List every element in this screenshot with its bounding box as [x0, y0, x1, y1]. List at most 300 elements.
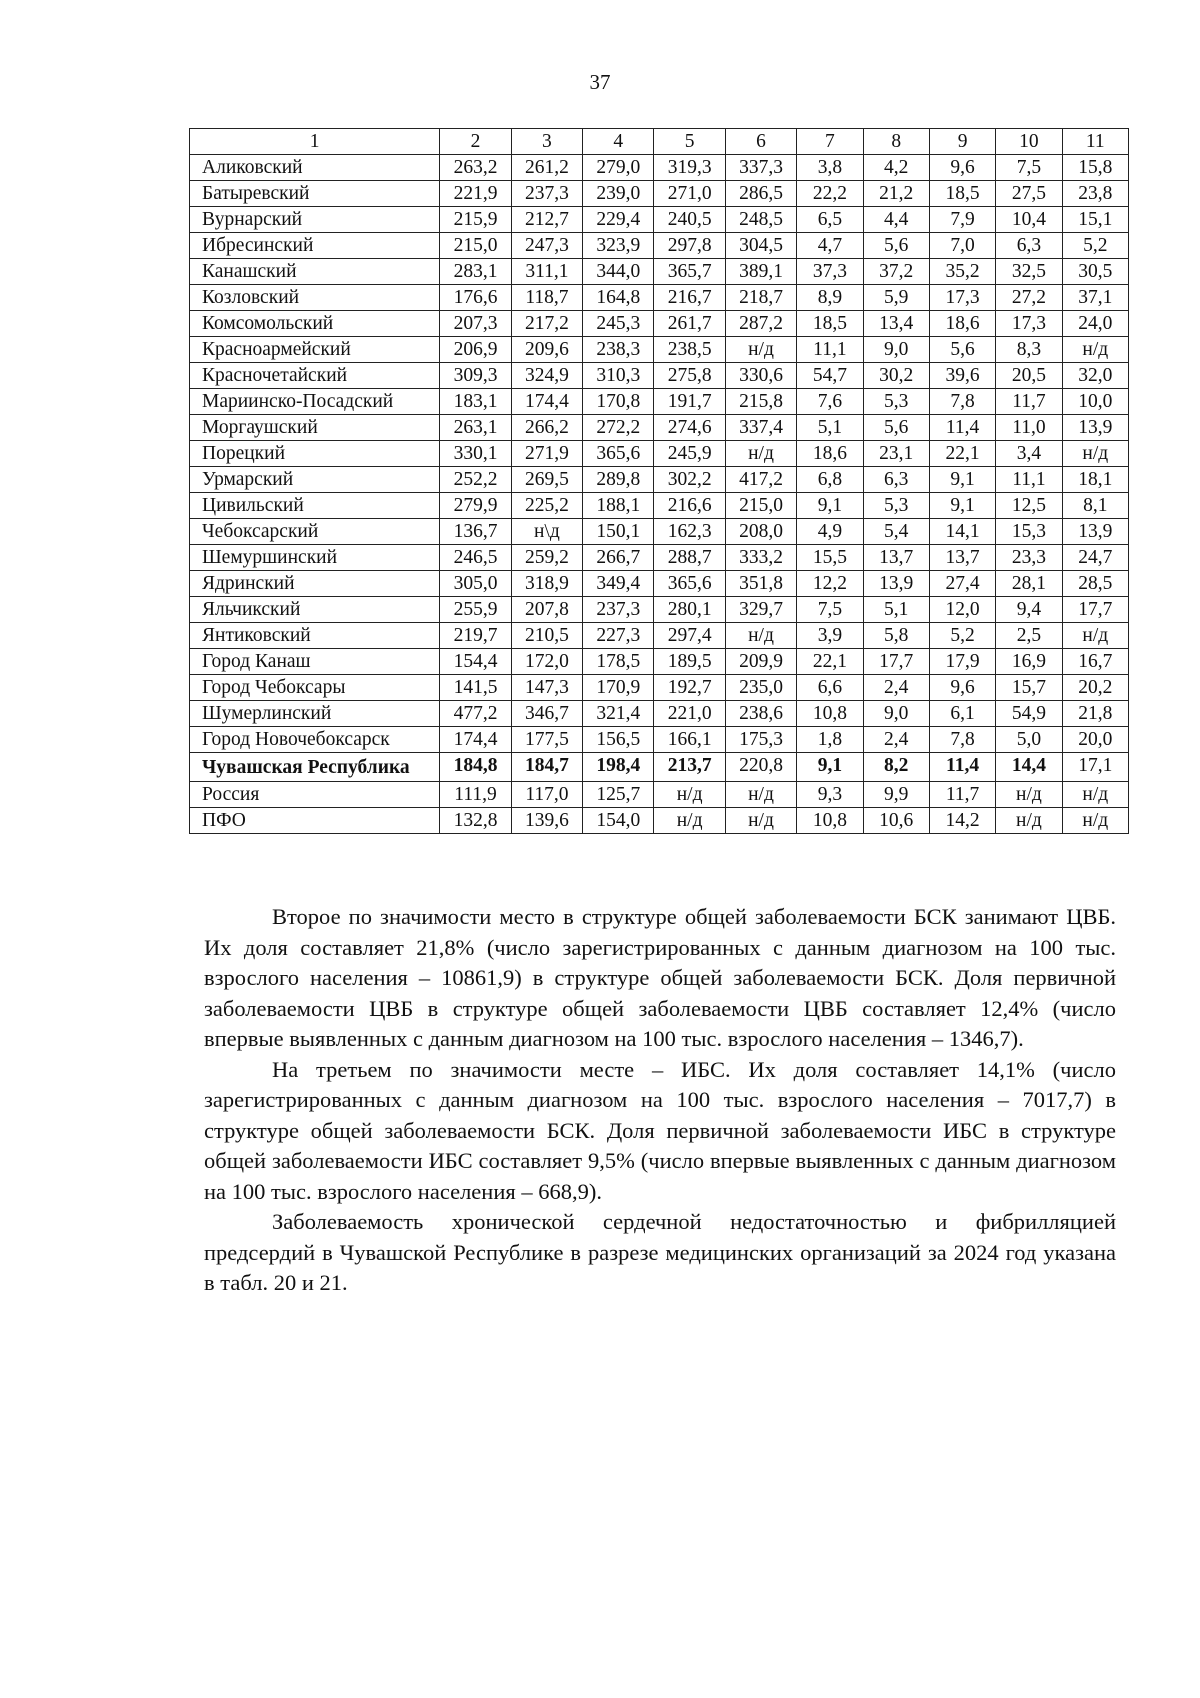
table-cell: 30,5 — [1062, 259, 1128, 285]
table-cell: 9,6 — [929, 155, 995, 181]
column-header: 11 — [1062, 129, 1128, 155]
paragraph: Заболеваемость хронической сердечной недостаточностью и фибрилляцией предсердий в Чувашской Республике в разрезе медицинских организаций за 2024 год указана в табл. 20 и 21. — [204, 1209, 1116, 1295]
table-cell: 37,3 — [797, 259, 863, 285]
table-cell: н/д — [725, 782, 796, 808]
table-cell: 5,3 — [863, 493, 929, 519]
row-name: Аликовский — [190, 155, 440, 181]
table-cell: 263,1 — [440, 415, 511, 441]
table-cell: 216,7 — [654, 285, 725, 311]
table-cell: 286,5 — [725, 181, 796, 207]
table-cell: 20,0 — [1062, 727, 1128, 753]
table-cell: 279,0 — [583, 155, 654, 181]
table-cell: 13,9 — [1062, 415, 1128, 441]
table-cell: 177,5 — [511, 727, 582, 753]
table-cell: 9,1 — [929, 493, 995, 519]
table-row — [190, 571, 1129, 597]
table-cell: 272,2 — [583, 415, 654, 441]
table-cell: 305,0 — [440, 571, 511, 597]
table-cell: 208,0 — [725, 519, 796, 545]
table-cell: 245,9 — [654, 441, 725, 467]
table-cell: 37,1 — [1062, 285, 1128, 311]
table-cell: 22,2 — [797, 181, 863, 207]
table-cell: 351,8 — [725, 571, 796, 597]
table-cell: 162,3 — [654, 519, 725, 545]
table-cell: 13,9 — [863, 571, 929, 597]
table-cell: 5,4 — [863, 519, 929, 545]
table-cell: 5,6 — [929, 337, 995, 363]
table-cell: 212,7 — [511, 207, 582, 233]
table-cell: 5,1 — [863, 597, 929, 623]
table-cell: 117,0 — [511, 782, 582, 808]
table-cell: 216,6 — [654, 493, 725, 519]
table-cell: н/д — [1062, 441, 1128, 467]
table-cell: 238,6 — [725, 701, 796, 727]
table-cell: 1,8 — [797, 727, 863, 753]
table-cell: 215,9 — [440, 207, 511, 233]
table-cell: 417,2 — [725, 467, 796, 493]
column-header: 3 — [511, 129, 582, 155]
table-cell: 11,7 — [996, 389, 1062, 415]
table-cell: 8,9 — [797, 285, 863, 311]
table-row — [190, 415, 1129, 441]
row-name: Комсомольский — [190, 311, 440, 337]
morbidity-table — [189, 128, 1129, 834]
table-cell: 263,2 — [440, 155, 511, 181]
table-cell: 27,5 — [996, 181, 1062, 207]
table-cell: 4,2 — [863, 155, 929, 181]
column-header: 2 — [440, 129, 511, 155]
table-cell: 5,1 — [797, 415, 863, 441]
table-row — [190, 337, 1129, 363]
table-cell: 2,5 — [996, 623, 1062, 649]
table-cell: 209,9 — [725, 649, 796, 675]
table-cell: 389,1 — [725, 259, 796, 285]
table-cell: 39,6 — [929, 363, 995, 389]
row-name: ПФО — [190, 808, 440, 834]
table-cell: 174,4 — [511, 389, 582, 415]
table-cell: 21,2 — [863, 181, 929, 207]
paragraph: На третьем по значимости месте – ИБС. Их доля составляет 14,1% (число зарегистрированных с данным диагнозом на 100 тыс. взрослого населения – 7017,7) в структуре общей заболеваемости БСК. Доля первичной заболеваемости ИБС в структуре общей заболеваемости ИБС составляет 9,5% (число впервые выявленных с данным диагнозом на 100 тыс. взрослого населения – 668,9). — [204, 1056, 1116, 1204]
table-cell: 297,8 — [654, 233, 725, 259]
table-cell: 206,9 — [440, 337, 511, 363]
table-cell: н/д — [725, 808, 796, 834]
table-cell: 132,8 — [440, 808, 511, 834]
table-cell: 2,4 — [863, 727, 929, 753]
table-row — [190, 389, 1129, 415]
table-cell: 118,7 — [511, 285, 582, 311]
table-cell: 12,0 — [929, 597, 995, 623]
table-cell: 5,9 — [863, 285, 929, 311]
table-cell: 12,5 — [996, 493, 1062, 519]
table-cell: 248,5 — [725, 207, 796, 233]
table-cell: 219,7 — [440, 623, 511, 649]
table-cell: 237,3 — [583, 597, 654, 623]
table-cell: 154,0 — [583, 808, 654, 834]
column-header: 4 — [583, 129, 654, 155]
table-cell: 14,4 — [996, 753, 1062, 782]
table-cell: 27,4 — [929, 571, 995, 597]
table-cell: 11,0 — [996, 415, 1062, 441]
table-cell: 302,2 — [654, 467, 725, 493]
table-cell: 18,6 — [929, 311, 995, 337]
table-cell: 9,6 — [929, 675, 995, 701]
table-cell: 10,6 — [863, 808, 929, 834]
table-cell: 6,6 — [797, 675, 863, 701]
table-cell: 28,5 — [1062, 571, 1128, 597]
table-cell: 13,9 — [1062, 519, 1128, 545]
table-cell: 18,6 — [797, 441, 863, 467]
table-cell: н/д — [1062, 623, 1128, 649]
table-cell: 289,8 — [583, 467, 654, 493]
table-cell: 174,4 — [440, 727, 511, 753]
table-cell: 225,2 — [511, 493, 582, 519]
table-cell: 5,2 — [1062, 233, 1128, 259]
table-cell: 183,1 — [440, 389, 511, 415]
table-cell: 166,1 — [654, 727, 725, 753]
table-cell: 11,1 — [797, 337, 863, 363]
table-cell: 7,5 — [996, 155, 1062, 181]
table-cell: 23,1 — [863, 441, 929, 467]
table-cell: 13,7 — [929, 545, 995, 571]
table-cell: 221,0 — [654, 701, 725, 727]
table-cell: 5,0 — [996, 727, 1062, 753]
table-cell: 9,0 — [863, 337, 929, 363]
table-cell: 275,8 — [654, 363, 725, 389]
table-cell: н/д — [1062, 337, 1128, 363]
table-cell: 6,3 — [996, 233, 1062, 259]
table-row — [190, 259, 1129, 285]
table-cell: 18,1 — [1062, 467, 1128, 493]
table-row — [190, 727, 1129, 753]
table-cell: 365,7 — [654, 259, 725, 285]
paragraph: Второе по значимости место в структуре общей заболеваемости БСК занимают ЦВБ. Их доля составляет 21,8% (число зарегистрированных с данным диагнозом на 100 тыс. взрослого населения – 10861,9) в структуре общей заболеваемости БСК. Доля первичной заболеваемости ЦВБ в структуре общей заболеваемости ЦВБ составляет 12,4% (число впервые выявленных с данным диагнозом на 100 тыс. взрослого населения – 1346,7). — [204, 904, 1116, 1051]
table-row — [190, 753, 1129, 782]
table-cell: н/д — [725, 623, 796, 649]
table-cell: н/д — [1062, 782, 1128, 808]
table-cell: 297,4 — [654, 623, 725, 649]
row-name: Вурнарский — [190, 207, 440, 233]
table-cell: 7,8 — [929, 389, 995, 415]
row-name: Шумерлинский — [190, 701, 440, 727]
table-cell: 246,5 — [440, 545, 511, 571]
table-cell: 32,0 — [1062, 363, 1128, 389]
table-row — [190, 675, 1129, 701]
table-cell: 141,5 — [440, 675, 511, 701]
column-header: 8 — [863, 129, 929, 155]
table-cell: 215,0 — [725, 493, 796, 519]
table-cell: 30,2 — [863, 363, 929, 389]
table-row — [190, 623, 1129, 649]
table-cell: 330,1 — [440, 441, 511, 467]
table-cell: 147,3 — [511, 675, 582, 701]
table-cell: 17,3 — [996, 311, 1062, 337]
table-cell: 311,1 — [511, 259, 582, 285]
table-cell: 252,2 — [440, 467, 511, 493]
table-cell: 218,7 — [725, 285, 796, 311]
table-cell: 192,7 — [654, 675, 725, 701]
table-cell: 259,2 — [511, 545, 582, 571]
table-cell: 23,8 — [1062, 181, 1128, 207]
table-cell: н\д — [511, 519, 582, 545]
table-cell: 330,6 — [725, 363, 796, 389]
row-name: Россия — [190, 782, 440, 808]
table-cell: 10,4 — [996, 207, 1062, 233]
table-cell: 346,7 — [511, 701, 582, 727]
table-cell: 191,7 — [654, 389, 725, 415]
table-cell: 11,4 — [929, 753, 995, 782]
table-cell: 274,6 — [654, 415, 725, 441]
table-cell: 11,4 — [929, 415, 995, 441]
table-row — [190, 701, 1129, 727]
table-cell: 13,7 — [863, 545, 929, 571]
table-cell: 310,3 — [583, 363, 654, 389]
table-cell: 261,2 — [511, 155, 582, 181]
table-cell: 7,9 — [929, 207, 995, 233]
table-row — [190, 649, 1129, 675]
table-cell: 321,4 — [583, 701, 654, 727]
page-number: 37 — [589, 70, 611, 94]
table-cell: 304,5 — [725, 233, 796, 259]
table-cell: 309,3 — [440, 363, 511, 389]
table-cell: 6,1 — [929, 701, 995, 727]
table-cell: 3,9 — [797, 623, 863, 649]
table-cell: 4,7 — [797, 233, 863, 259]
table-cell: 7,5 — [797, 597, 863, 623]
table-cell: 164,8 — [583, 285, 654, 311]
table-row — [190, 467, 1129, 493]
table-cell: 255,9 — [440, 597, 511, 623]
table-cell: 170,9 — [583, 675, 654, 701]
table-cell: 15,1 — [1062, 207, 1128, 233]
column-header: 9 — [929, 129, 995, 155]
table-cell: 9,1 — [797, 753, 863, 782]
table-cell: 213,7 — [654, 753, 725, 782]
table-cell: 8,1 — [1062, 493, 1128, 519]
table-cell: 240,5 — [654, 207, 725, 233]
table-cell: 15,3 — [996, 519, 1062, 545]
table-cell: 170,8 — [583, 389, 654, 415]
row-name: Моргаушский — [190, 415, 440, 441]
row-name: Шемуршинский — [190, 545, 440, 571]
table-cell: 5,8 — [863, 623, 929, 649]
table-cell: 3,4 — [996, 441, 1062, 467]
table-cell: 17,1 — [1062, 753, 1128, 782]
table-cell: 271,0 — [654, 181, 725, 207]
table-cell: 5,6 — [863, 233, 929, 259]
row-name: Город Канаш — [190, 649, 440, 675]
table-row — [190, 545, 1129, 571]
table-cell: 15,7 — [996, 675, 1062, 701]
table-cell: 17,7 — [1062, 597, 1128, 623]
row-name: Ибресинский — [190, 233, 440, 259]
table-cell: 178,5 — [583, 649, 654, 675]
table-cell: 365,6 — [654, 571, 725, 597]
table-cell: 15,5 — [797, 545, 863, 571]
table-cell: н/д — [725, 337, 796, 363]
table-cell: 139,6 — [511, 808, 582, 834]
table-cell: 229,4 — [583, 207, 654, 233]
table-cell: 279,9 — [440, 493, 511, 519]
column-header: 10 — [996, 129, 1062, 155]
table-cell: 477,2 — [440, 701, 511, 727]
row-name: Канашский — [190, 259, 440, 285]
table-cell: 24,7 — [1062, 545, 1128, 571]
table-cell: 210,5 — [511, 623, 582, 649]
table-cell: 288,7 — [654, 545, 725, 571]
table-cell: 7,6 — [797, 389, 863, 415]
table-cell: 9,0 — [863, 701, 929, 727]
row-name: Яльчикский — [190, 597, 440, 623]
table-cell: 189,5 — [654, 649, 725, 675]
table-cell: 245,3 — [583, 311, 654, 337]
table-cell: 20,5 — [996, 363, 1062, 389]
table-cell: 54,9 — [996, 701, 1062, 727]
table-cell: 21,8 — [1062, 701, 1128, 727]
table-cell: 2,4 — [863, 675, 929, 701]
table-cell: 235,0 — [725, 675, 796, 701]
table-cell: 7,8 — [929, 727, 995, 753]
table-cell: 324,9 — [511, 363, 582, 389]
table-cell: 209,6 — [511, 337, 582, 363]
table-cell: 217,2 — [511, 311, 582, 337]
table-cell: 318,9 — [511, 571, 582, 597]
column-header: 7 — [797, 129, 863, 155]
table-cell: 17,7 — [863, 649, 929, 675]
table-cell: 14,1 — [929, 519, 995, 545]
row-name: Город Чебоксары — [190, 675, 440, 701]
table-cell: 266,7 — [583, 545, 654, 571]
table-cell: 8,2 — [863, 753, 929, 782]
table-row — [190, 207, 1129, 233]
table-cell: 125,7 — [583, 782, 654, 808]
table-header-row — [190, 129, 1129, 155]
table-cell: 24,0 — [1062, 311, 1128, 337]
table-cell: н/д — [725, 441, 796, 467]
table-row — [190, 285, 1129, 311]
table-cell: 11,7 — [929, 782, 995, 808]
table-cell: 13,4 — [863, 311, 929, 337]
row-name: Чебоксарский — [190, 519, 440, 545]
table-cell: 10,8 — [797, 701, 863, 727]
table-cell: 9,1 — [797, 493, 863, 519]
table-cell: 5,3 — [863, 389, 929, 415]
table-cell: 227,3 — [583, 623, 654, 649]
table-cell: 6,5 — [797, 207, 863, 233]
table-cell: 32,5 — [996, 259, 1062, 285]
row-name: Ядринский — [190, 571, 440, 597]
table-row — [190, 363, 1129, 389]
table-cell: 220,8 — [725, 753, 796, 782]
body-text — [204, 902, 1116, 1299]
table-cell: 323,9 — [583, 233, 654, 259]
table-cell: 207,8 — [511, 597, 582, 623]
table-cell: 188,1 — [583, 493, 654, 519]
table-cell: 8,3 — [996, 337, 1062, 363]
table-cell: 329,7 — [725, 597, 796, 623]
table-row — [190, 155, 1129, 181]
table-cell: 6,3 — [863, 467, 929, 493]
row-name: Красночетайский — [190, 363, 440, 389]
row-name: Красноармейский — [190, 337, 440, 363]
table-cell: 16,7 — [1062, 649, 1128, 675]
table-cell: 18,5 — [929, 181, 995, 207]
row-name: Янтиковский — [190, 623, 440, 649]
table-cell: 156,5 — [583, 727, 654, 753]
table-cell: 35,2 — [929, 259, 995, 285]
table-cell: 287,2 — [725, 311, 796, 337]
table-cell: 12,2 — [797, 571, 863, 597]
table-cell: 4,9 — [797, 519, 863, 545]
table-cell: 54,7 — [797, 363, 863, 389]
table-cell: 184,7 — [511, 753, 582, 782]
table-cell: 4,4 — [863, 207, 929, 233]
table-cell: 238,5 — [654, 337, 725, 363]
table-cell: 237,3 — [511, 181, 582, 207]
table-cell: 17,3 — [929, 285, 995, 311]
table-row — [190, 493, 1129, 519]
table-cell: 20,2 — [1062, 675, 1128, 701]
table-cell: 11,1 — [996, 467, 1062, 493]
table-cell: 5,6 — [863, 415, 929, 441]
table-cell: 221,9 — [440, 181, 511, 207]
table-cell: 17,9 — [929, 649, 995, 675]
table-cell: 22,1 — [929, 441, 995, 467]
table-row — [190, 441, 1129, 467]
table-cell: 271,9 — [511, 441, 582, 467]
table-row — [190, 181, 1129, 207]
row-name: Урмарский — [190, 467, 440, 493]
table-row — [190, 311, 1129, 337]
row-name: Цивильский — [190, 493, 440, 519]
row-name: Батыревский — [190, 181, 440, 207]
table-cell: 239,0 — [583, 181, 654, 207]
table-cell: 337,4 — [725, 415, 796, 441]
table-cell: н/д — [996, 782, 1062, 808]
table-cell: 280,1 — [654, 597, 725, 623]
table-cell: 5,2 — [929, 623, 995, 649]
table-cell: 16,9 — [996, 649, 1062, 675]
table-cell: 238,3 — [583, 337, 654, 363]
table-cell: 111,9 — [440, 782, 511, 808]
column-header: 5 — [654, 129, 725, 155]
table-cell: 150,1 — [583, 519, 654, 545]
table-cell: 172,0 — [511, 649, 582, 675]
column-header: 6 — [725, 129, 796, 155]
table-row — [190, 597, 1129, 623]
table-row — [190, 808, 1129, 834]
table-cell: 215,0 — [440, 233, 511, 259]
table-cell: 7,0 — [929, 233, 995, 259]
table-cell: 215,8 — [725, 389, 796, 415]
table-cell: 344,0 — [583, 259, 654, 285]
row-name: Козловский — [190, 285, 440, 311]
table-cell: 22,1 — [797, 649, 863, 675]
table-cell: н/д — [654, 782, 725, 808]
table-cell: 27,2 — [996, 285, 1062, 311]
table-cell: 269,5 — [511, 467, 582, 493]
table-cell: 207,3 — [440, 311, 511, 337]
table-cell: 283,1 — [440, 259, 511, 285]
table-cell: 10,8 — [797, 808, 863, 834]
table-cell: 9,4 — [996, 597, 1062, 623]
table-cell: н/д — [654, 808, 725, 834]
table-cell: н/д — [996, 808, 1062, 834]
row-name: Порецкий — [190, 441, 440, 467]
table-cell: 333,2 — [725, 545, 796, 571]
table-cell: 23,3 — [996, 545, 1062, 571]
table-cell: 337,3 — [725, 155, 796, 181]
table-cell: 37,2 — [863, 259, 929, 285]
